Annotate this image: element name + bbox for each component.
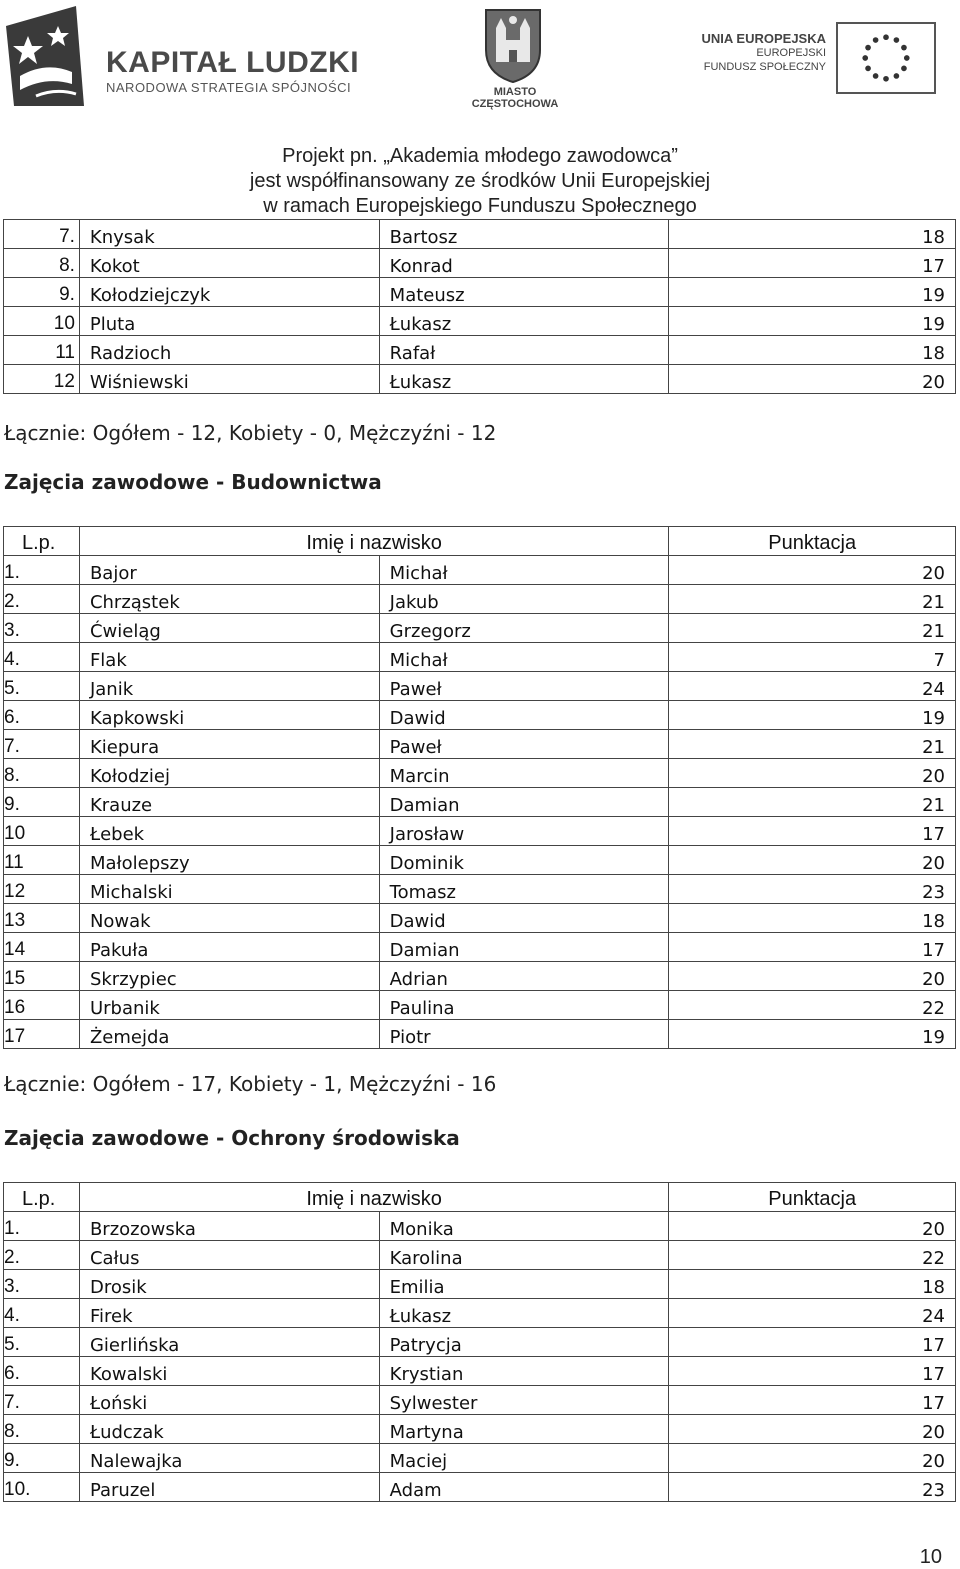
table-row: [4, 1299, 956, 1328]
czestochowa-logo: [470, 6, 580, 110]
eu-line3: FUNDUSZ SPOŁECZNY: [703, 61, 826, 73]
firstname-cell: Dawid: [379, 701, 669, 730]
surname-cell: Skrzypiec: [79, 962, 379, 991]
summary-1: Łącznie: Ogółem - 12, Kobiety - 0, Mężczyźni - 12: [4, 421, 497, 445]
row-number: 7.: [4, 730, 80, 759]
points-cell: 24: [669, 672, 956, 701]
points-cell: 22: [669, 991, 956, 1020]
surname-cell: Łudczak: [79, 1415, 379, 1444]
points-cell: 17: [669, 1386, 956, 1415]
row-number: 9.: [4, 278, 80, 307]
table-row: [4, 817, 956, 846]
header-lp: L.p.: [4, 527, 80, 556]
points-cell: 21: [669, 585, 956, 614]
row-number: 15: [4, 962, 80, 991]
row-number: 8.: [4, 249, 80, 278]
firstname-cell: Martyna: [379, 1415, 669, 1444]
table-row: [4, 1212, 956, 1241]
firstname-cell: Łukasz: [379, 1299, 669, 1328]
firstname-cell: Paulina: [379, 991, 669, 1020]
row-number: 2.: [4, 585, 80, 614]
surname-cell: Drosik: [79, 1270, 379, 1299]
row-number: 16: [4, 991, 80, 1020]
points-cell: 22: [669, 1241, 956, 1270]
surname-cell: Kokot: [79, 249, 379, 278]
participants-table-1: [3, 219, 956, 394]
section-heading-ochrona-srodowiska: Zajęcia zawodowe - Ochrony środowiska: [4, 1126, 460, 1150]
firstname-cell: Patrycja: [379, 1328, 669, 1357]
firstname-cell: Monika: [379, 1212, 669, 1241]
points-cell: 21: [669, 788, 956, 817]
city-name: [470, 86, 560, 110]
table-row: [4, 1415, 956, 1444]
table-row: [4, 730, 956, 759]
points-cell: 17: [669, 1328, 956, 1357]
surname-cell: Flak: [79, 643, 379, 672]
surname-cell: Bajor: [79, 556, 379, 585]
project-line3: w ramach Europejskiego Funduszu Społecznego: [263, 195, 697, 217]
surname-cell: Nowak: [79, 904, 379, 933]
surname-cell: Pakuła: [79, 933, 379, 962]
firstname-cell: Łukasz: [379, 307, 669, 336]
table-row: [4, 904, 956, 933]
table-row: [4, 365, 956, 394]
firstname-cell: Jakub: [379, 585, 669, 614]
surname-cell: Michalski: [79, 875, 379, 904]
eu-text: [686, 32, 826, 74]
table-row: [4, 1241, 956, 1270]
row-number: 3.: [4, 1270, 80, 1299]
points-cell: 21: [669, 614, 956, 643]
table-row: [4, 846, 956, 875]
surname-cell: Krauze: [79, 788, 379, 817]
firstname-cell: Tomasz: [379, 875, 669, 904]
surname-cell: Knysak: [79, 220, 379, 249]
section-heading-budownictwo: Zajęcia zawodowe - Budownictwa: [4, 470, 382, 494]
firstname-cell: Grzegorz: [379, 614, 669, 643]
points-cell: 17: [669, 1357, 956, 1386]
points-cell: 17: [669, 249, 956, 278]
eu-line2: EUROPEJSKI: [756, 47, 826, 59]
table-row: [4, 249, 956, 278]
row-number: 8.: [4, 759, 80, 788]
points-cell: 18: [669, 1270, 956, 1299]
points-cell: 19: [669, 307, 956, 336]
surname-cell: Żemejda: [79, 1020, 379, 1049]
firstname-cell: Michał: [379, 556, 669, 585]
row-number: 14: [4, 933, 80, 962]
table-row: [4, 1444, 956, 1473]
firstname-cell: Marcin: [379, 759, 669, 788]
project-line2: jest współfinansowany ze środków Unii Europejskiej: [249, 170, 711, 192]
row-number: 1.: [4, 556, 80, 585]
points-cell: 23: [669, 1473, 956, 1502]
table-row: [4, 991, 956, 1020]
points-cell: 7: [669, 643, 956, 672]
firstname-cell: Jarosław: [379, 817, 669, 846]
table-row: [4, 556, 956, 585]
header-name: Imię i nazwisko: [79, 527, 668, 556]
table-row: [4, 962, 956, 991]
firstname-cell: Adrian: [379, 962, 669, 991]
row-number: 17: [4, 1020, 80, 1049]
header-points: Punktacja: [669, 527, 956, 556]
points-cell: 19: [669, 701, 956, 730]
firstname-cell: Emilia: [379, 1270, 669, 1299]
row-number: 2.: [4, 1241, 80, 1270]
row-number: 12: [4, 365, 80, 394]
points-cell: 18: [669, 336, 956, 365]
surname-cell: Kołodziej: [79, 759, 379, 788]
firstname-cell: Krystian: [379, 1357, 669, 1386]
table-row: [4, 336, 956, 365]
table-header-row: [4, 1183, 956, 1212]
kapital-ludzki-logo: [6, 6, 366, 106]
row-number: 13: [4, 904, 80, 933]
row-number: 6.: [4, 1357, 80, 1386]
points-cell: 20: [669, 556, 956, 585]
table-row: [4, 788, 956, 817]
table-row: [4, 672, 956, 701]
points-cell: 21: [669, 730, 956, 759]
eu-line1: UNIA EUROPEJSKA: [701, 31, 826, 46]
project-info: [0, 144, 960, 219]
surname-cell: Małolepszy: [79, 846, 379, 875]
table-row: [4, 1357, 956, 1386]
surname-cell: Całus: [79, 1241, 379, 1270]
table-row: [4, 1020, 956, 1049]
row-number: 10.: [4, 1473, 80, 1502]
eu-flag-icon: [836, 22, 936, 94]
table-row: [4, 307, 956, 336]
row-number: 3.: [4, 614, 80, 643]
summary-2: Łącznie: Ogółem - 17, Kobiety - 1, Mężczyźni - 16: [4, 1072, 497, 1096]
page-header: [0, 0, 960, 112]
surname-cell: Janik: [79, 672, 379, 701]
points-cell: 18: [669, 220, 956, 249]
participants-table-2: [3, 526, 956, 1049]
points-cell: 20: [669, 962, 956, 991]
surname-cell: Radzioch: [79, 336, 379, 365]
row-number: 4.: [4, 643, 80, 672]
row-number: 4.: [4, 1299, 80, 1328]
table-row: [4, 278, 956, 307]
row-number: 12: [4, 875, 80, 904]
points-cell: 17: [669, 817, 956, 846]
table-row: [4, 585, 956, 614]
points-cell: 19: [669, 1020, 956, 1049]
firstname-cell: Dawid: [379, 904, 669, 933]
points-cell: 20: [669, 365, 956, 394]
surname-cell: Kiepura: [79, 730, 379, 759]
row-number: 1.: [4, 1212, 80, 1241]
points-cell: 19: [669, 278, 956, 307]
table-row: [4, 1328, 956, 1357]
table-row: [4, 220, 956, 249]
surname-cell: Brzozowska: [79, 1212, 379, 1241]
table-row: [4, 933, 956, 962]
page-number: 10: [919, 1546, 942, 1568]
table-row: [4, 1473, 956, 1502]
points-cell: 20: [669, 1444, 956, 1473]
points-cell: 20: [669, 1212, 956, 1241]
points-cell: 18: [669, 904, 956, 933]
table-1-body: [4, 220, 956, 394]
row-number: 5.: [4, 672, 80, 701]
surname-cell: Pluta: [79, 307, 379, 336]
firstname-cell: Paweł: [379, 672, 669, 701]
project-line1: Projekt pn. „Akademia młodego zawodowca”: [282, 145, 678, 167]
row-number: 9.: [4, 1444, 80, 1473]
kapital-ludzki-subtitle: NARODOWA STRATEGIA SPÓJNOŚCI: [106, 80, 352, 95]
table-row: [4, 875, 956, 904]
surname-cell: Kowalski: [79, 1357, 379, 1386]
points-cell: 24: [669, 1299, 956, 1328]
row-number: 11: [4, 336, 80, 365]
row-number: 10: [4, 307, 80, 336]
firstname-cell: Dominik: [379, 846, 669, 875]
firstname-cell: Michał: [379, 643, 669, 672]
surname-cell: Ćwieląg: [79, 614, 379, 643]
points-cell: 20: [669, 846, 956, 875]
city-crest-icon: [482, 6, 544, 84]
firstname-cell: Konrad: [379, 249, 669, 278]
firstname-cell: Adam: [379, 1473, 669, 1502]
table-2-body: [4, 527, 956, 1049]
row-number: 11: [4, 846, 80, 875]
surname-cell: Firek: [79, 1299, 379, 1328]
table-row: [4, 643, 956, 672]
firstname-cell: Maciej: [379, 1444, 669, 1473]
surname-cell: Chrząstek: [79, 585, 379, 614]
points-cell: 17: [669, 933, 956, 962]
city-line1: MIASTO: [493, 86, 537, 98]
firstname-cell: Łukasz: [379, 365, 669, 394]
table-row: [4, 614, 956, 643]
header-name: Imię i nazwisko: [79, 1183, 668, 1212]
table-row: [4, 759, 956, 788]
firstname-cell: Damian: [379, 788, 669, 817]
row-number: 5.: [4, 1328, 80, 1357]
points-cell: 20: [669, 1415, 956, 1444]
kapital-ludzki-emblem-icon: [6, 6, 90, 106]
row-number: 6.: [4, 701, 80, 730]
participants-table-3: [3, 1182, 956, 1502]
surname-cell: Łoński: [79, 1386, 379, 1415]
row-number: 9.: [4, 788, 80, 817]
row-number: 10: [4, 817, 80, 846]
header-lp: L.p.: [4, 1183, 80, 1212]
table-header-row: [4, 527, 956, 556]
surname-cell: Paruzel: [79, 1473, 379, 1502]
kapital-ludzki-title: KAPITAŁ LUDZKI: [106, 46, 360, 79]
header-points: Punktacja: [669, 1183, 956, 1212]
surname-cell: Łebek: [79, 817, 379, 846]
eu-logo: [686, 18, 946, 98]
row-number: 7.: [4, 1386, 80, 1415]
firstname-cell: Piotr: [379, 1020, 669, 1049]
firstname-cell: Karolina: [379, 1241, 669, 1270]
points-cell: 20: [669, 759, 956, 788]
surname-cell: Kołodziejczyk: [79, 278, 379, 307]
firstname-cell: Mateusz: [379, 278, 669, 307]
surname-cell: Wiśniewski: [79, 365, 379, 394]
firstname-cell: Paweł: [379, 730, 669, 759]
firstname-cell: Damian: [379, 933, 669, 962]
surname-cell: Gierlińska: [79, 1328, 379, 1357]
firstname-cell: Rafał: [379, 336, 669, 365]
row-number: 7.: [4, 220, 80, 249]
points-cell: 23: [669, 875, 956, 904]
surname-cell: Urbanik: [79, 991, 379, 1020]
table-row: [4, 1270, 956, 1299]
row-number: 8.: [4, 1415, 80, 1444]
table-3-body: [4, 1183, 956, 1502]
firstname-cell: Bartosz: [379, 220, 669, 249]
firstname-cell: Sylwester: [379, 1386, 669, 1415]
surname-cell: Nalewajka: [79, 1444, 379, 1473]
city-line2: CZĘSTOCHOWA: [471, 98, 559, 110]
table-row: [4, 701, 956, 730]
table-row: [4, 1386, 956, 1415]
surname-cell: Kapkowski: [79, 701, 379, 730]
